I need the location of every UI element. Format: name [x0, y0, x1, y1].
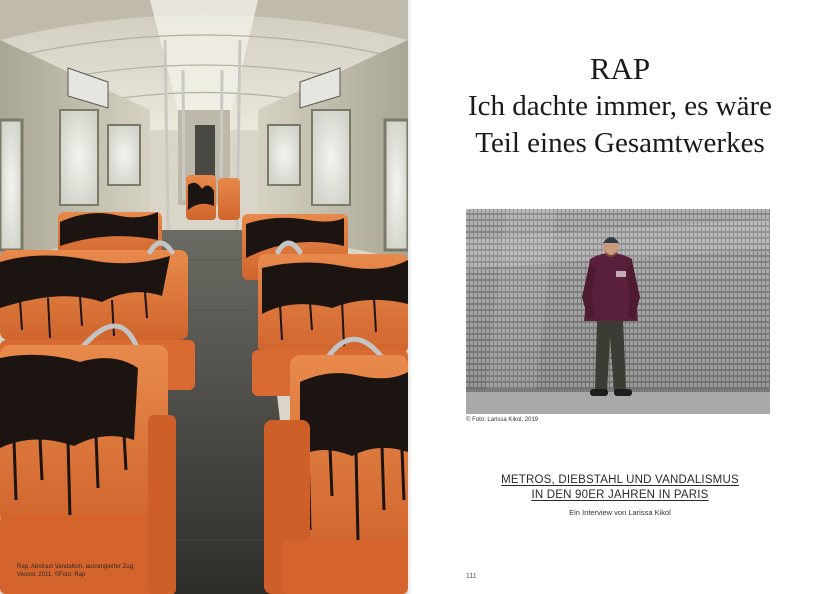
train-interior-illustration [0, 0, 408, 594]
caption-line-1: Rap, Abstract Vandalism, ausrangierter Zug, [17, 564, 135, 570]
portrait-illustration [466, 209, 770, 414]
photo-caption [17, 563, 217, 579]
title-kicker: RAP [589, 51, 651, 86]
caption-line-2: Vesoul, 2011, ©Foto: Rap [17, 572, 86, 578]
photo-credit: © Foto: Larissa Kikol, 2019 [466, 417, 539, 423]
subhead-line-1: METROS, DIEBSTAHL UND VANDALISMUS [501, 474, 739, 486]
byline: Ein Interview von Larissa Kikol [569, 508, 671, 517]
subhead-line-2: IN DEN 90ER JAHREN IN PARIS [531, 489, 709, 501]
title-line-2: Teil eines Gesamtwerkes [475, 127, 765, 159]
article-title [420, 50, 820, 162]
page-number: 111 [466, 573, 477, 580]
article-subhead [440, 473, 800, 503]
page-gutter [408, 0, 412, 594]
train-interior-photo [0, 0, 408, 594]
portrait-photo [466, 209, 770, 414]
title-line-1: Ich dachte immer, es wäre [468, 90, 772, 122]
